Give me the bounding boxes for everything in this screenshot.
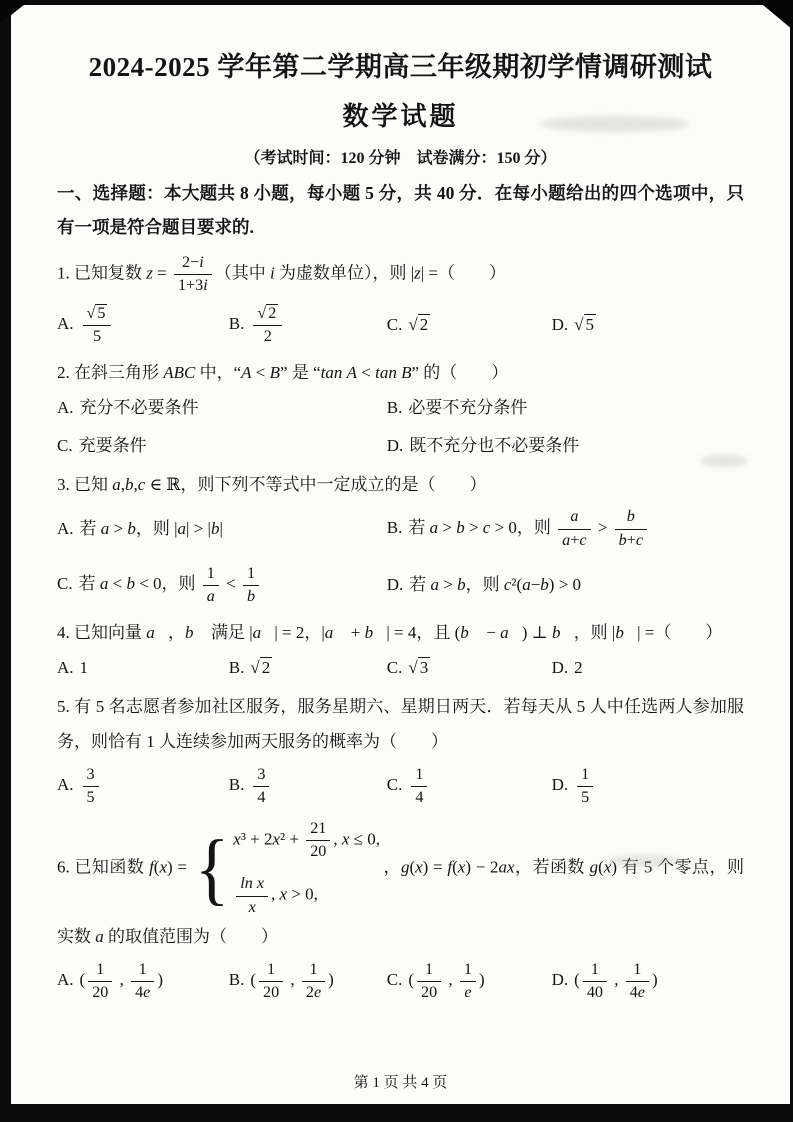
option-label: D. xyxy=(551,970,569,990)
option-A xyxy=(57,302,229,349)
fraction: $\frac{\text{ln x}}{x}$ xyxy=(236,874,268,917)
option-A xyxy=(57,958,229,1005)
option-label: D. xyxy=(551,775,569,795)
questions xyxy=(57,251,744,1005)
option-C xyxy=(387,763,552,810)
option-text: 2 xyxy=(574,658,583,678)
fraction: $\frac{1}{4e}$ xyxy=(131,960,154,1003)
fraction: $\frac{a}{a+c}$ xyxy=(558,507,590,550)
square-root: √ 5 xyxy=(574,314,594,334)
option-label: A. xyxy=(57,518,74,538)
fraction: $\frac{b}{b+c}$ xyxy=(615,507,647,550)
fraction: $\frac{√ 2}{2}$ xyxy=(253,304,282,347)
question-4 xyxy=(57,616,744,683)
option-label: C. xyxy=(57,435,73,455)
section-one-header: 一、选择题：本大题共 8 小题，每小题 5 分，共 40 分．在每小题给出的四个选项中，只有一项是符合题目要求的. xyxy=(57,183,744,238)
scan-corner-artifact xyxy=(0,0,30,24)
option-C xyxy=(57,562,387,609)
option-text: 必要不充分条件 xyxy=(408,397,528,417)
option-label: B. xyxy=(228,775,245,795)
option-label: C. xyxy=(386,775,403,795)
fraction: $\frac{1}{40}$ xyxy=(583,960,607,1003)
option-text: 若 a > b > c > 0，则 $\frac{a}{a+c}$ > $\frac{b}{b+c}$ xyxy=(408,518,650,537)
option-B xyxy=(387,394,744,423)
option-label: B. xyxy=(228,658,245,678)
option-text xyxy=(574,765,596,806)
option-label: B. xyxy=(228,314,245,334)
question-3 xyxy=(57,468,744,610)
fraction: $\frac{1}{4e}$ xyxy=(626,960,649,1003)
option-text xyxy=(250,657,272,677)
square-root: √ 2 xyxy=(257,304,277,322)
option-label: D. xyxy=(551,314,569,334)
exam-subtitle: 数学试题 xyxy=(342,102,459,131)
option-D xyxy=(387,432,744,461)
option-text xyxy=(574,314,596,334)
option-A xyxy=(57,763,229,810)
option-text xyxy=(408,657,430,677)
option-text xyxy=(80,304,115,345)
fraction: $\frac{2-i}{1+3i}$ xyxy=(174,253,212,296)
option-label: C. xyxy=(386,970,403,990)
question-1 xyxy=(57,251,744,349)
option-text: ( $\frac{1}{20}$ , $\frac{1}{4e}$ ) xyxy=(80,970,163,989)
question-6 xyxy=(57,817,744,1005)
question-options xyxy=(57,763,744,810)
question-2 xyxy=(57,356,744,461)
exam-page xyxy=(11,5,790,1104)
option-text: ( $\frac{1}{40}$ , $\frac{1}{4e}$ ) xyxy=(574,970,657,989)
option-D xyxy=(552,654,744,683)
scan-corner-artifact xyxy=(757,0,793,30)
page-number-footer: 第 1 页 共 4 页 xyxy=(353,1075,448,1091)
option-A xyxy=(57,394,387,423)
question-stem: 3. 已知 a,b,c ∈ ℝ，则下列不等式中一定成立的是（ ） xyxy=(57,474,487,494)
fraction: $\frac{√ 5}{5}$ xyxy=(83,304,112,347)
fraction: $\frac{21}{20}$ xyxy=(306,819,330,862)
option-D xyxy=(552,311,744,340)
square-root: √ 5 xyxy=(86,304,106,322)
scan-smudge-artifact xyxy=(610,855,680,867)
option-C xyxy=(57,432,387,461)
option-B xyxy=(229,654,387,683)
option-label: B. xyxy=(386,397,403,417)
exam-time-score-info: （考试时间：120 分钟 试卷满分：150 分） xyxy=(244,150,557,167)
option-text xyxy=(80,765,102,806)
option-text: 若 a > b，则 c²(a−b) > 0 xyxy=(409,575,582,595)
option-text: 若 a < b < 0，则 $\frac{1}{a}$ < $\frac{1}{b}$ xyxy=(79,574,262,593)
option-B xyxy=(229,763,387,810)
square-root: √ 3 xyxy=(408,658,429,678)
fraction: $\frac{1}{20}$ xyxy=(417,960,441,1003)
option-label: C. xyxy=(386,314,403,334)
fraction: $\frac{1}{b}$ xyxy=(243,564,259,607)
option-B xyxy=(387,505,744,552)
option-label: D. xyxy=(386,435,404,455)
option-D xyxy=(552,958,744,1005)
question-options xyxy=(57,302,744,349)
question-stem: 4. 已知向量 a⃗，b⃗ 满足 |a⃗| = 2，|a⃗ + b⃗| = 4，且 (b⃗ − a⃗) ⊥ b⃗，则 |b⃗| =（ ） xyxy=(57,623,723,643)
option-label: D. xyxy=(551,658,569,678)
fraction: $\frac{1}{20}$ xyxy=(259,960,283,1003)
fraction: $\frac{1}{4}$ xyxy=(411,765,427,808)
option-text: ( $\frac{1}{20}$ , $\frac{1}{2e}$ ) xyxy=(250,970,333,989)
option-C xyxy=(387,311,552,340)
option-label: C. xyxy=(386,658,403,678)
option-text xyxy=(408,765,430,806)
question-options xyxy=(57,505,744,609)
option-D xyxy=(387,571,744,600)
option-text: 若 a > b，则 |a| > |b| xyxy=(79,518,223,538)
option-text xyxy=(250,765,272,806)
question-stem: 6. 已知函数 f(x) = { x³ + 2x² + $\frac{21}{20}$ , x ≤ 0, $\frac{\text{ln x}}{x}$ , x > 0, ，g(x) = f(x) − 2ax，若函数 g(x) 有 5 个零点，则实数 a 的取值范围为（ ） xyxy=(57,817,744,955)
piecewise-function: { x³ + 2x² + $\frac{21}{20}$ , x ≤ 0, $\frac{\text{ln x}}{x}$ , x > 0, xyxy=(195,817,380,920)
option-text: 充要条件 xyxy=(78,435,147,455)
option-text: 1 xyxy=(79,658,89,678)
option-text xyxy=(408,314,430,334)
option-text: ( $\frac{1}{20}$ , $\frac{1}{e}$ ) xyxy=(408,970,484,989)
fraction: $\frac{1}{e}$ xyxy=(460,960,476,1003)
option-label: A. xyxy=(57,658,74,678)
option-D xyxy=(552,763,744,810)
option-label: A. xyxy=(57,314,74,334)
option-text xyxy=(250,304,285,345)
question-options xyxy=(57,958,744,1005)
fraction: $\frac{3}{4}$ xyxy=(253,765,269,808)
option-label: A. xyxy=(57,397,74,417)
option-text: 充分不必要条件 xyxy=(79,397,199,417)
option-B xyxy=(229,958,387,1005)
option-label: A. xyxy=(57,775,74,795)
fraction: $\frac{1}{a}$ xyxy=(203,564,219,607)
option-C xyxy=(387,958,552,1005)
question-stem: 1. 已知复数 z = $\frac{2-i}{1+3i}$ （其中 i 为虚数单位），则 |z| =（ ） xyxy=(57,251,744,298)
exam-title: 2024-2025 学年第二学期高三年级期初学情调研测试 xyxy=(88,52,713,82)
scan-smudge-artifact xyxy=(700,455,748,467)
square-root: √ 2 xyxy=(408,314,429,334)
option-label: D. xyxy=(386,575,404,595)
option-A xyxy=(57,654,229,683)
option-text: 既不充分也不必要条件 xyxy=(409,435,580,455)
option-label: B. xyxy=(386,518,403,538)
fraction: $\frac{3}{5}$ xyxy=(83,765,99,808)
scan-smudge-artifact xyxy=(540,116,690,132)
question-stem: 5. 有 5 名志愿者参加社区服务，服务星期六、星期日两天．若每天从 5 人中任选两人参加服务，则恰有 1 人连续参加两天服务的概率为（ ） xyxy=(57,696,744,751)
question-options xyxy=(57,394,744,461)
option-A xyxy=(57,515,387,544)
fraction: $\frac{1}{2e}$ xyxy=(302,960,325,1003)
question-5 xyxy=(57,690,744,810)
option-label: C. xyxy=(57,574,73,594)
question-stem: 2. 在斜三角形 ABC 中，“A < B” 是 “tan A < tan B” 的（ ） xyxy=(57,363,509,382)
option-label: A. xyxy=(57,970,74,990)
fraction: $\frac{1}{20}$ xyxy=(88,960,112,1003)
question-options xyxy=(57,654,744,683)
option-label: B. xyxy=(228,970,245,990)
option-C xyxy=(387,654,552,683)
fraction: $\frac{1}{5}$ xyxy=(577,765,593,808)
square-root: √ 2 xyxy=(250,658,271,678)
left-brace: { xyxy=(194,823,230,913)
option-B xyxy=(229,302,387,349)
